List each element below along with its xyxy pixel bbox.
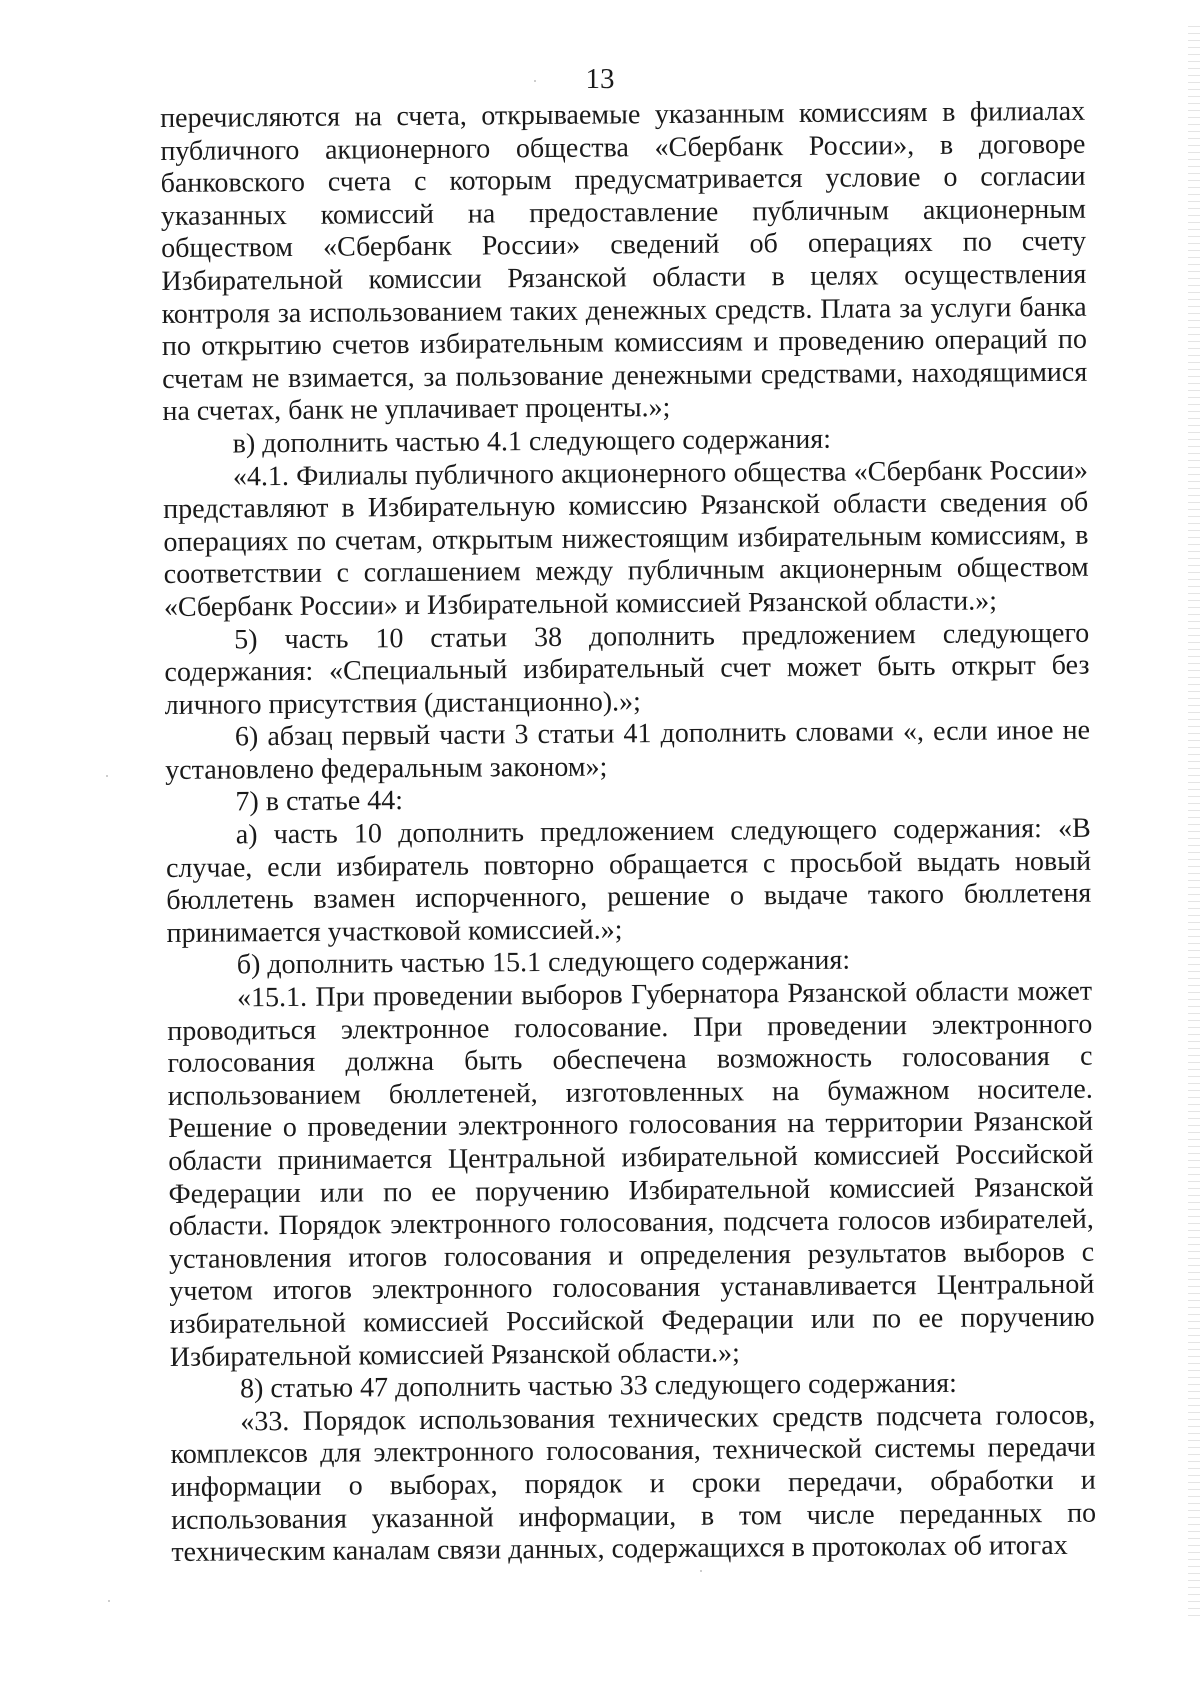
paragraph-part-33: «33. Порядок использования технических средств подсчета голосов, комплексов для электронного голосования, технической системы передачи информации о выборах, порядок и сроки передачи, обработки и использования указанной информации, в том числе переданных по техническим каналам связи данных, содержащихся в протоколах об итогах — [170, 1399, 1097, 1569]
document-body — [160, 96, 1096, 1570]
scan-speck — [534, 80, 536, 82]
paragraph-item-7: 7) в статье 44: — [235, 785, 404, 818]
scan-speck — [106, 775, 108, 777]
page-number: 13 — [585, 63, 615, 95]
paragraph-part-15-1: «15.1. При проведении выборов Губернатора Рязанской области может проводиться электронное голосование. При проведении электронного голосования должна быть обеспечена возможность голосования с использованием бюллетеней, изготовленных на бумажном носителе. Решение о проведении электронного голосования на территории Рязанской области принимается Центральной избирательной комиссией Российской Федерации или по ее поручению Избирательной комиссией Рязанской области. Порядок электронного голосования, подсчета голосов избирателей, установления итогов голосования и определения результатов выборов с учетом итогов электронного голосования устанавливается Центральной избирательной комиссией Российской Федерации или по ее поручению Избирательной комиссией Рязанской области.»; — [167, 975, 1095, 1373]
paragraph-item-v: в) дополнить частью 4.1 следующего содержания: — [232, 423, 832, 460]
paragraph-item-7a: а) часть 10 дополнить предложением следующего содержания: «В случае, если избиратель повторно обращается с просьбой выдать новый бюллетень взамен испорченного, решение о выдаче такого бюллетеня принимается участковой комиссией.»; — [165, 812, 1092, 949]
paragraph-part-4-1: «4.1. Филиалы публичного акционерного общества «Сбербанк России» представляют в Избирательную комиссию Рязанской области сведения об операциях по счетам, открытым нижестоящим избирательным комиссиям, в соответствии с соглашением между публичным акционерным обществом «Сбербанк России» и Избирательной комиссией Рязанской области.»; — [163, 454, 1089, 623]
scan-speck — [108, 1600, 110, 1602]
scan-speck — [700, 1570, 702, 1572]
paragraph-item-5: 5) часть 10 статьи 38 дополнить предложением следующего содержания: «Специальный избирательный счет может быть открыт без личного присутствия (дистанционно).»; — [164, 617, 1090, 721]
paragraph-item-6: 6) абзац первый части 3 статьи 41 дополнить словами «, если иное не установлено федеральным законом»; — [165, 714, 1091, 786]
scan-edge-marks — [1188, 20, 1200, 1620]
paragraph-bank-accounts: перечисляются на счета, открываемые указанным комиссиям в филиалах публичного акционерного общества «Сбербанк России», в договоре банковского счета с которым предусматривается условие о согласии указанных комиссий на предоставление публичным акционерным обществом «Сбербанк России» сведений об операциях по счету Избирательной комиссии Рязанской области в целях осуществления контроля за использованием таких денежных средств. Плата за услуги банка по открытию счетов избирательным комиссиям и проведению операций по счетам не взимается, за пользование денежными средствами, находящимися на счетах, банк не уплачивает проценты.»; — [160, 95, 1088, 428]
paragraph-item-7b: б) дополнить частью 15.1 следующего содержания: — [236, 945, 851, 981]
paragraph-item-8: 8) статью 47 дополнить частью 33 следующего содержания: — [239, 1367, 957, 1405]
